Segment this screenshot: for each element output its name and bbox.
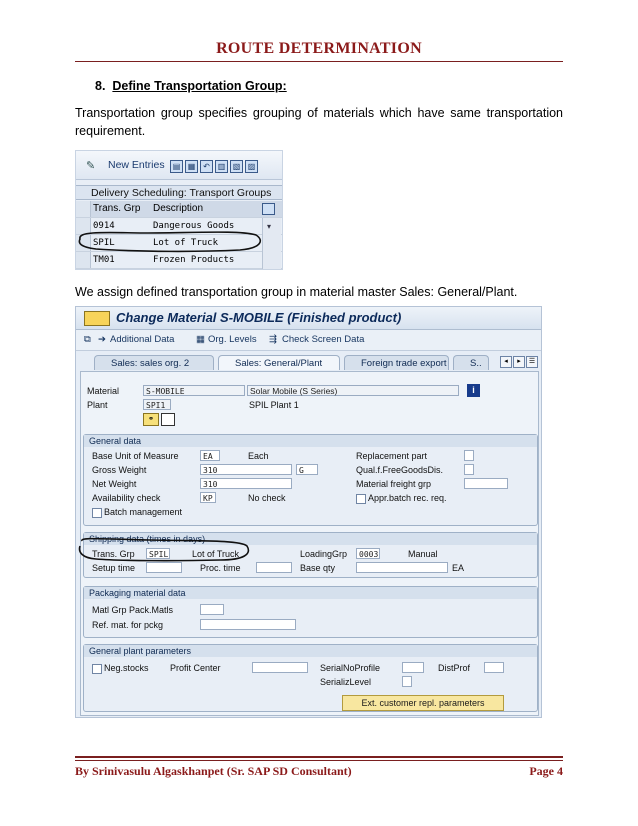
shipping-data-group	[83, 532, 538, 578]
plant-parameters-title: General plant parameters	[84, 645, 537, 657]
plant-description: SPIL Plant 1	[249, 400, 299, 410]
footer-rule	[75, 756, 563, 758]
title-bar	[76, 307, 541, 330]
material-label: Material	[87, 386, 120, 396]
trans-grp-text: Lot of Truck	[192, 549, 240, 559]
section-heading	[95, 79, 287, 93]
batch-management-label: Batch management	[104, 507, 183, 517]
page-footer	[75, 764, 563, 779]
qual-free-goods-label: Qual.f.FreeGoodsDis.	[356, 465, 444, 475]
pencil-glasses-icon: ✎	[86, 160, 96, 172]
plant-field: SPI1	[143, 399, 171, 410]
additional-data-button[interactable]: Additional Data	[110, 334, 175, 345]
select-all-icon[interactable]: ▥	[215, 160, 228, 173]
qual-free-goods-field[interactable]	[464, 464, 474, 475]
availability-label: Availability check	[92, 493, 161, 503]
tab-sales-org-2[interactable]: Sales: sales org. 2	[94, 355, 214, 370]
loading-grp-field[interactable]: 0003	[356, 548, 380, 559]
general-data-title: General data	[84, 435, 537, 447]
material-field: S-MOBILE	[143, 385, 245, 396]
freight-group-field[interactable]	[464, 478, 508, 489]
section-number: 8.	[95, 79, 106, 93]
tab-more[interactable]: S..	[453, 355, 489, 370]
paragraph1-line2: requirement.	[75, 124, 146, 138]
table-scrollbar[interactable]	[262, 218, 281, 269]
trans-grp-cell[interactable]: 0914	[93, 221, 115, 231]
serial-profile-label: SerialNoProfile	[320, 663, 381, 673]
matl-grp-field[interactable]	[200, 604, 224, 615]
base-qty-unit: EA	[452, 563, 465, 573]
description-cell[interactable]: Dangerous Goods	[153, 221, 235, 231]
ref-mat-label: Ref. mat. for pckg	[92, 620, 164, 630]
profit-center-label: Profit Center	[170, 663, 221, 673]
check-screen-icon: ⇶	[269, 334, 277, 345]
table-row[interactable]	[76, 235, 282, 252]
plant-label: Plant	[87, 400, 108, 410]
tab-content	[80, 371, 539, 716]
document-icon[interactable]	[161, 413, 175, 426]
trans-grp-field[interactable]: SPIL	[146, 548, 170, 559]
menu-icon[interactable]	[84, 311, 110, 326]
appr-batch-label: Appr.batch rec. req.	[368, 493, 447, 503]
select-block-icon[interactable]: ▧	[230, 160, 243, 173]
org-levels-icon: ▦	[196, 334, 205, 345]
general-data-group	[83, 434, 538, 526]
transport-groups-table	[76, 201, 282, 269]
window-title: Change Material S-MOBILE (Finished product)	[116, 310, 402, 325]
footer-rule-thin	[75, 760, 563, 761]
profit-center-field[interactable]	[252, 662, 308, 673]
loading-grp-label: LoadingGrp	[300, 549, 348, 559]
tab-next-icon[interactable]: ▸	[513, 356, 525, 368]
new-entries-button[interactable]: New Entries	[108, 159, 165, 171]
org-levels-button[interactable]: Org. Levels	[208, 334, 257, 345]
ext-customer-repl-button[interactable]: Ext. customer repl. parameters	[342, 695, 504, 711]
distprof-label: DistProf	[438, 663, 471, 673]
col-trans-grp[interactable]: Trans. Grp	[93, 203, 141, 214]
info-icon[interactable]: i	[467, 384, 480, 397]
replacement-part-field[interactable]	[464, 450, 474, 461]
replacement-part-label: Replacement part	[356, 451, 428, 461]
packaging-data-group	[83, 586, 538, 638]
material-description: Solar Mobile (S Series)	[247, 385, 459, 396]
serial-level-field[interactable]	[402, 676, 412, 687]
serial-level-label: SerializLevel	[320, 677, 372, 687]
matl-grp-label: Matl Grp Pack.Matls	[92, 605, 174, 615]
tab-prev-icon[interactable]: ◂	[500, 356, 512, 368]
deselect-icon[interactable]: ▨	[245, 160, 258, 173]
description-cell[interactable]: Lot of Truck	[153, 238, 219, 248]
freight-group-label: Material freight grp	[356, 479, 432, 489]
tab-sales-general-plant[interactable]: Sales: General/Plant	[218, 355, 340, 370]
base-uom-field[interactable]: EA	[200, 450, 220, 461]
other-material-icon[interactable]: ⧉	[84, 334, 91, 345]
ref-mat-field[interactable]	[200, 619, 296, 630]
table-title: Delivery Scheduling: Transport Groups	[76, 185, 282, 200]
delete-icon[interactable]: ▦	[185, 160, 198, 173]
serial-profile-field[interactable]	[402, 662, 424, 673]
availability-field[interactable]: KP	[200, 492, 216, 503]
tab-foreign-trade-export[interactable]: Foreign trade export	[344, 355, 449, 370]
org-data-icon[interactable]: ⚭	[143, 413, 159, 426]
tab-strip	[76, 353, 541, 371]
application-toolbar	[76, 330, 541, 351]
appr-batch-checkbox[interactable]	[356, 494, 366, 504]
header-rule	[75, 61, 563, 62]
description-cell[interactable]: Frozen Products	[153, 255, 235, 265]
undo-icon[interactable]: ↶	[200, 160, 213, 173]
setup-time-field[interactable]	[146, 562, 182, 573]
toolbar-icons	[170, 158, 260, 176]
table-settings-icon[interactable]	[262, 203, 275, 215]
table-row[interactable]	[76, 252, 282, 269]
row-selector[interactable]	[76, 218, 91, 234]
row-selector[interactable]	[76, 235, 91, 251]
scroll-down-icon[interactable]: ▾	[267, 222, 272, 231]
gross-weight-label: Gross Weight	[92, 465, 147, 475]
base-uom-label: Base Unit of Measure	[92, 451, 179, 461]
trans-grp-label: Trans. Grp	[92, 549, 135, 559]
change-material-screenshot	[75, 306, 542, 718]
screenshot1-toolbar	[76, 151, 282, 180]
net-weight-field[interactable]: 310	[200, 478, 292, 489]
gross-weight-field[interactable]: 310	[200, 464, 292, 475]
batch-management-checkbox[interactable]	[92, 508, 102, 518]
paragraph1-line1: Transportation group specifies grouping of materials which have same transportation	[75, 106, 563, 120]
trans-grp-cell[interactable]: TM01	[93, 255, 115, 265]
transport-groups-screenshot	[75, 150, 283, 270]
proc-time-field[interactable]	[256, 562, 292, 573]
neg-stocks-checkbox[interactable]	[92, 664, 102, 674]
tab-list-icon[interactable]: ☰	[526, 356, 538, 368]
trans-grp-cell[interactable]: SPIL	[93, 238, 115, 248]
base-qty-label: Base qty	[300, 563, 336, 573]
base-uom-text: Each	[248, 451, 269, 461]
weight-unit-field[interactable]: G	[296, 464, 318, 475]
packaging-data-title: Packaging material data	[84, 587, 537, 599]
col-description[interactable]: Description	[153, 203, 204, 214]
section-title: Define Transportation Group:	[112, 79, 287, 93]
neg-stocks-label: Neg.stocks	[104, 663, 149, 673]
copy-icon[interactable]: ▤	[170, 160, 183, 173]
page-title: ROUTE DETERMINATION	[216, 40, 422, 57]
net-weight-label: Net Weight	[92, 479, 137, 489]
footer-page-number: Page 4	[529, 764, 563, 778]
base-qty-field[interactable]	[356, 562, 448, 573]
shipping-data-title: Shipping data (times in days)	[84, 533, 537, 545]
footer-author: By Srinivasulu Algaskhanpet (Sr. SAP SD Consultant)	[75, 764, 352, 778]
check-screen-button[interactable]: Check Screen Data	[282, 334, 365, 345]
row-selector[interactable]	[76, 252, 91, 268]
table-row[interactable]	[76, 218, 282, 235]
setup-time-label: Setup time	[92, 563, 136, 573]
additional-data-arrow-icon: ➔	[98, 334, 106, 345]
paragraph2: We assign defined transportation group in material master Sales: General/Plant.	[75, 285, 518, 299]
proc-time-label: Proc. time	[200, 563, 241, 573]
table-header-row	[76, 201, 282, 218]
availability-text: No check	[248, 493, 286, 503]
loading-grp-text: Manual	[408, 549, 438, 559]
distprof-field[interactable]	[484, 662, 504, 673]
